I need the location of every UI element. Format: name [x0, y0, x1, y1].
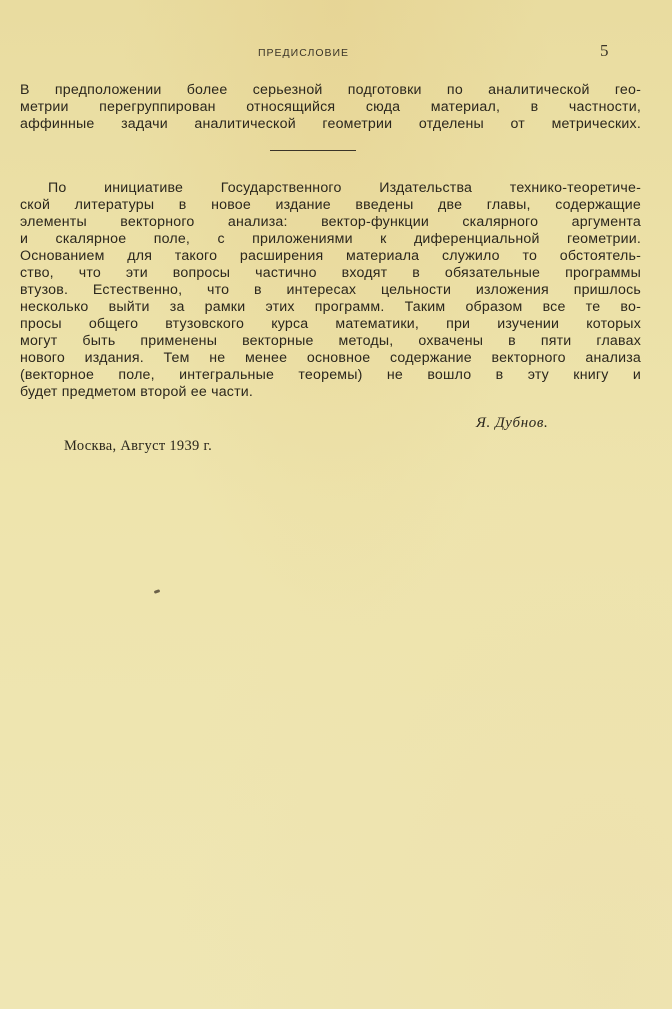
text-line: несколько выйти за рамки этих программ. Таким образом все те во-: [20, 299, 641, 315]
section-divider: [270, 150, 356, 151]
text-line: ство, что эти вопросы частично входят в обязательные программы: [20, 265, 641, 281]
text-line: аффинные задачи аналитической геометрии отделены от метрических.: [20, 116, 641, 132]
text-line: Основанием для такого расширения материала служило то обстоятель-: [20, 248, 641, 264]
running-head: [0, 41, 672, 62]
text-line: и скалярное поле, с приложениями к диференциальной геометрии.: [20, 231, 641, 247]
text-line: В предположении более серьезной подготовки по аналитической гео-: [20, 82, 641, 98]
text-line: просы общего втузовского курса математики, при изучении которых: [20, 316, 641, 332]
text-line: будет предметом второй ее части.: [20, 384, 254, 400]
place-date: Москва, Август 1939 г.: [64, 438, 213, 454]
author-signature: Я. Дубнов.: [476, 415, 549, 431]
running-title: ПРЕДИСЛОВИЕ: [258, 47, 350, 59]
text-line: втузов. Естественно, что в интересах цельности изложения пришлось: [20, 282, 641, 298]
text-line: нового издания. Тем не менее основное содержание векторного анализа: [20, 350, 641, 366]
text-line: По инициативе Государственного Издательства технико-теоретиче-: [48, 180, 641, 196]
scan-speck: [154, 589, 161, 594]
page-number: 5: [600, 41, 609, 60]
text-line: метрии перегруппирован относящийся сюда материал, в частности,: [20, 99, 641, 115]
text-line: (векторное поле, интегральные теоремы) не вошло в эту книгу и: [20, 367, 641, 383]
text-line: ской литературы в новое издание введены две главы, содержащие: [20, 197, 641, 213]
text-line: элементы векторного анализа: вектор-функции скалярного аргумента: [20, 214, 641, 230]
text-line: могут быть применены векторные методы, охвачены в пяти главах: [20, 333, 641, 349]
